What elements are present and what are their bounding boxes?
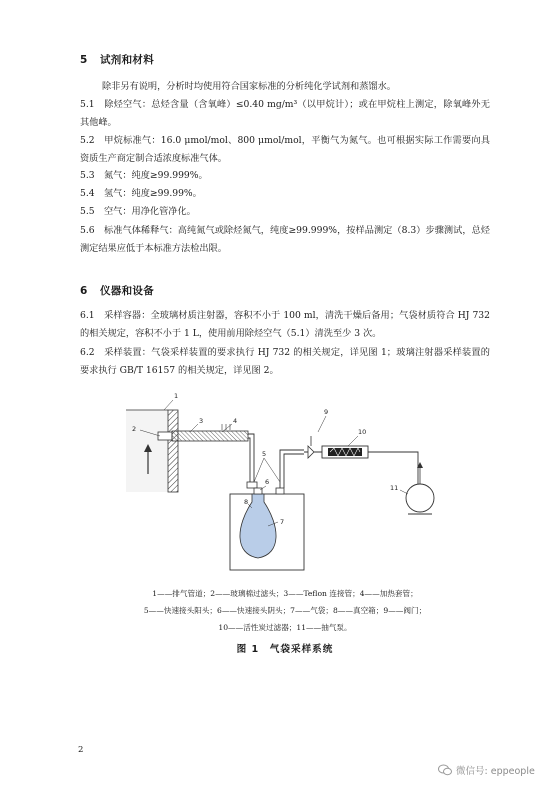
label-6: 6 — [265, 478, 270, 486]
label-7: 7 — [280, 518, 285, 526]
figure-legend-line-3: 10——活性炭过滤器；11——抽气泵。 — [218, 623, 352, 632]
teflon-line — [248, 434, 254, 482]
figure-legend-line-2: 5——快速接头阳头；6——快速接头阴头；7——气袋；8——真空箱；9——阀门； — [143, 606, 427, 615]
item-5-6: 5.6 标准气体稀释气：高纯氮气或除烃氮气，纯度≥99.999%，按样品测定（8.3）步骤测试，总烃测定结果应低于本标准方法检出限。 — [80, 225, 490, 254]
vacuum-pump — [406, 484, 434, 512]
watermark-text: 微信号: eppeople — [456, 766, 535, 777]
quick-connector-male — [247, 482, 257, 488]
wechat-icon — [438, 764, 452, 776]
page-number: 2 — [78, 745, 84, 755]
label-11: 11 — [390, 484, 399, 492]
figure-caption: 图 1 气袋采样系统 — [236, 644, 334, 655]
wechat-watermark — [438, 763, 535, 777]
glass-wool-filter — [158, 432, 172, 440]
item-5-2: 5.2 甲烷标准气：16.0 μmol/mol、800 μmol/mol，平衡气为氮气。也可根据实际工作需要向具资质生产商定制合适浓度标准气体。 — [80, 135, 490, 164]
label-5: 5 — [262, 450, 267, 458]
valve — [308, 446, 314, 458]
figure-legend-line-1: 1——排气管道；2——玻璃棉过滤头；3——Teflon 连接管；4——加热套管； — [152, 589, 418, 598]
label-10: 10 — [358, 428, 367, 436]
section-6-title: 6 仪器和设备 — [80, 285, 154, 297]
label-4: 4 — [233, 417, 238, 425]
item-6-1: 6.1 采样容器：全玻璃材质注射器，容积不小于 100 ml，清洗干燥后备用；气袋材质符合 HJ 732 的相关规定，容积不小于 1 L，使用前用除烃空气（5.1）清洗至少 3 次。 — [80, 310, 490, 339]
section-5-title: 5 试剂和材料 — [80, 54, 154, 66]
label-2: 2 — [132, 425, 137, 433]
duct-wall — [168, 410, 178, 492]
quick-connector-female — [254, 488, 262, 494]
item-5-5: 5.5 空气：用净化管净化。 — [80, 206, 196, 217]
gas-bag-sampling-diagram — [118, 386, 448, 578]
item-5-3: 5.3 氮气：纯度≥99.999%。 — [80, 170, 208, 181]
section-5-intro: 除非另有说明，分析时均使用符合国家标准的分析纯化学试剂和蒸馏水。 — [102, 81, 396, 92]
item-5-4: 5.4 氢气：纯度≥99.99%。 — [80, 188, 202, 199]
diagram-svg — [118, 386, 448, 578]
heated-sleeve — [172, 431, 248, 441]
item-6-2: 6.2 采样装置：气袋采样装置的要求执行 HJ 732 的相关规定，详见图 1；玻璃注射器采样装置的要求执行 GB/T 16157 的相关规定，详见图 2。 — [80, 347, 490, 376]
item-5-1: 5.1 除烃空气：总烃含量（含氧峰）≤0.40 mg/m³（以甲烷计）；或在甲烷柱上测定，除氧峰外无其他峰。 — [80, 99, 490, 128]
label-3: 3 — [199, 417, 204, 425]
label-1: 1 — [174, 392, 179, 400]
label-8: 8 — [244, 498, 249, 506]
label-9: 9 — [324, 408, 329, 416]
